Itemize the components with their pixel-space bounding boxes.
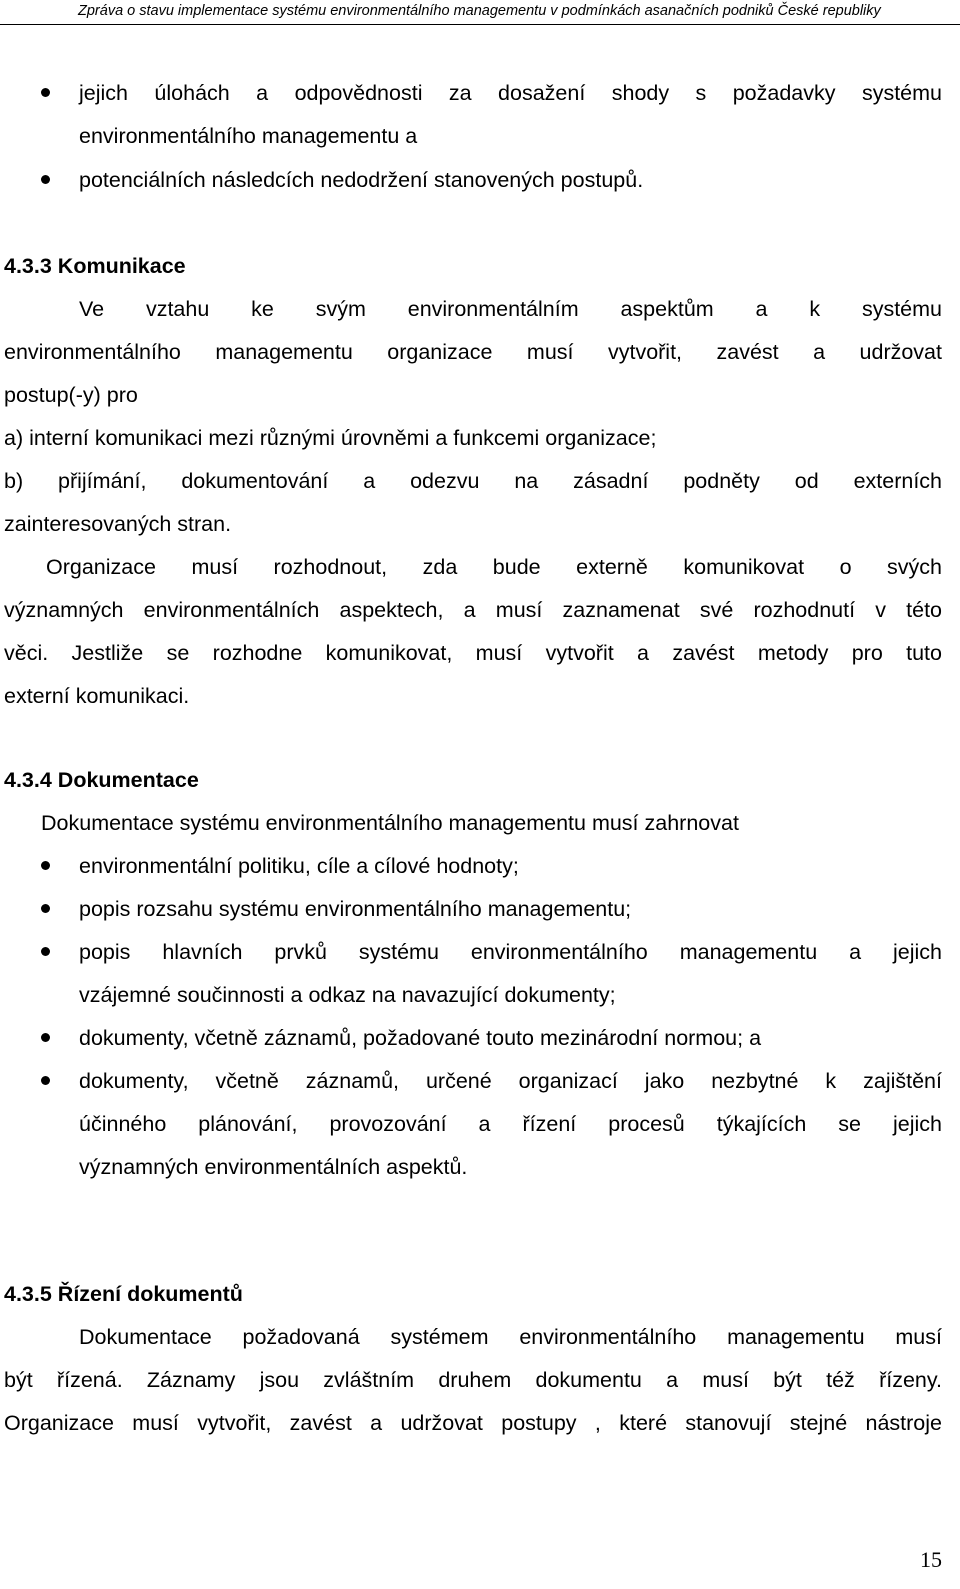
bullet-text-cont: vzájemné součinnosti a odkaz na navazující dokumenty;	[79, 983, 616, 1007]
bullet-text: jejich úlohách a odpovědnosti za dosažení shody s požadavky systému	[79, 81, 942, 105]
paragraph-line: postup(-y) pro	[4, 383, 138, 407]
bullet-text: potenciálních následcích nedodržení stanovených postupů.	[79, 168, 644, 192]
bullet-text: dokumenty, včetně záznamů, určené organizací jako nezbytné k zajištění	[79, 1069, 942, 1093]
bullet-icon	[41, 175, 50, 184]
section-heading-435: 4.3.5 Řízení dokumentů	[4, 1282, 243, 1306]
page-number: 15	[920, 1547, 942, 1572]
paragraph-line: zainteresovaných stran.	[4, 512, 232, 536]
paragraph-line: b) přijímání, dokumentování a odezvu na zásadní podněty od externích	[4, 469, 942, 493]
paragraph-line: Organizace musí rozhodnout, zda bude externě komunikovat o svých	[46, 555, 942, 579]
running-header	[0, 0, 960, 25]
paragraph-line: Ve vztahu ke svým environmentálním aspektům a k systému	[79, 297, 942, 321]
bullet-text: popis rozsahu systému environmentálního managementu;	[79, 897, 632, 921]
paragraph-line: být řízená. Záznamy jsou zvláštním druhem dokumentu a musí být též řízeny.	[4, 1368, 942, 1392]
header-title: Zpráva o stavu implementace systému environmentálního managementu v podmínkách asanačních podniků České republiky	[78, 3, 881, 19]
bullet-text-cont: účinného plánování, provozování a řízení procesů týkajících se jejich	[79, 1112, 942, 1136]
bullet-icon	[41, 904, 50, 913]
bullet-text: dokumenty, včetně záznamů, požadované touto mezinárodní normou; a	[79, 1026, 762, 1050]
bullet-icon	[41, 88, 50, 97]
paragraph-line: Dokumentace systému environmentálního managementu musí zahrnovat	[41, 811, 739, 835]
bullet-icon	[41, 861, 50, 870]
section-heading-434: 4.3.4 Dokumentace	[4, 768, 199, 792]
bullet-text: popis hlavních prvků systému environmentálního managementu a jejich	[79, 940, 942, 964]
paragraph-line: a) interní komunikaci mezi různými úrovněmi a funkcemi organizace;	[4, 426, 657, 450]
bullet-text: environmentální politiku, cíle a cílové hodnoty;	[79, 854, 519, 878]
paragraph-line: významných environmentálních aspektech, a musí zaznamenat své rozhodnutí v této	[4, 598, 942, 622]
bullet-text-cont: environmentálního managementu a	[79, 124, 418, 148]
paragraph-line: externí komunikaci.	[4, 684, 190, 708]
bullet-icon	[41, 1076, 50, 1085]
paragraph-line: Organizace musí vytvořit, zavést a udržovat postupy , které stanovují stejné nástroje	[4, 1411, 942, 1435]
section-heading-433: 4.3.3 Komunikace	[4, 254, 186, 278]
paragraph-line: Dokumentace požadovaná systémem environmentálního managementu musí	[79, 1325, 942, 1349]
paragraph-line: věci. Jestliže se rozhodne komunikovat, musí vytvořit a zavést metody pro tuto	[4, 641, 942, 665]
bullet-icon	[41, 947, 50, 956]
paragraph-line: environmentálního managementu organizace musí vytvořit, zavést a udržovat	[4, 340, 942, 364]
bullet-icon	[41, 1033, 50, 1042]
bullet-text-cont: významných environmentálních aspektů.	[79, 1155, 468, 1179]
